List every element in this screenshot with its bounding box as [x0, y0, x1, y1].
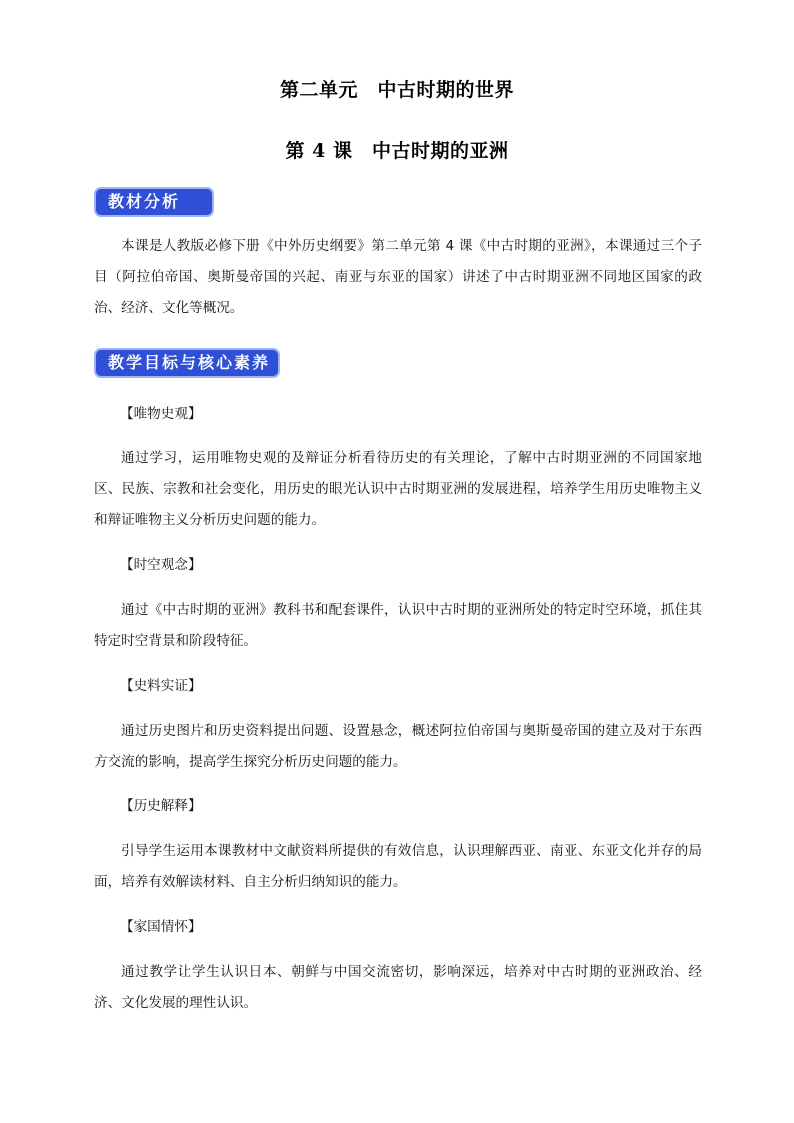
unit-title: 第二单元 中古时期的世界	[279, 79, 514, 101]
goal-heading-interpretation: 【历史解释】	[120, 798, 202, 814]
goal-text-patriotism: 通过教学让学生认识日本、朝鲜与中国交流密切，影响深远，培养对中古时期的亚洲政治、经济、文化发展的理性认识。	[94, 964, 702, 1011]
analysis-paragraph: 本课是人教版必修下册《中外历史纲要》第二单元第 4 课《中古时期的亚洲》，本课通过三个子目（阿拉伯帝国、奥斯曼帝国的兴起、南亚与东亚的国家）讲述了中古时期亚洲不同地区国家的政治、经济、文化等概况。	[94, 238, 702, 316]
goal-heading-evidence: 【史料实证】	[120, 678, 202, 694]
goal-text-materialism: 通过学习，运用唯物史观的及辩证分析看待历史的有关理论，了解中古时期亚洲的不同国家地区、民族、宗教和社会变化，用历史的眼光认识中古时期亚洲的发展进程，培养学生用历史唯物主义和辩证唯物主义分析历史问题的能力。	[94, 450, 702, 528]
goal-heading-spacetime: 【时空观念】	[120, 557, 202, 573]
lesson-title: 第 4 课 中古时期的亚洲	[285, 140, 509, 162]
goal-heading-patriotism: 【家国情怀】	[120, 919, 202, 935]
goal-text-spacetime: 通过《中古时期的亚洲》教科书和配套课件，认识中古时期的亚洲所处的特定时空环境，抓住其特定时空背景和阶段特征。	[94, 602, 702, 649]
goal-text-evidence: 通过历史图片和历史资料提出问题、设置悬念，概述阿拉伯帝国与奥斯曼帝国的建立及对于东西方交流的影响，提高学生探究分析历史问题的能力。	[94, 723, 702, 770]
section-badge-goals: 教学目标与核心素养	[96, 350, 278, 376]
goal-text-interpretation: 引导学生运用本课教材中文献资料所提供的有效信息，认识理解西亚、南亚、东亚文化并存的局面，培养有效解读材料、自主分析归纳知识的能力。	[94, 843, 702, 890]
section-badge-analysis: 教材分析	[96, 189, 212, 215]
goal-heading-materialism: 【唯物史观】	[120, 406, 202, 422]
